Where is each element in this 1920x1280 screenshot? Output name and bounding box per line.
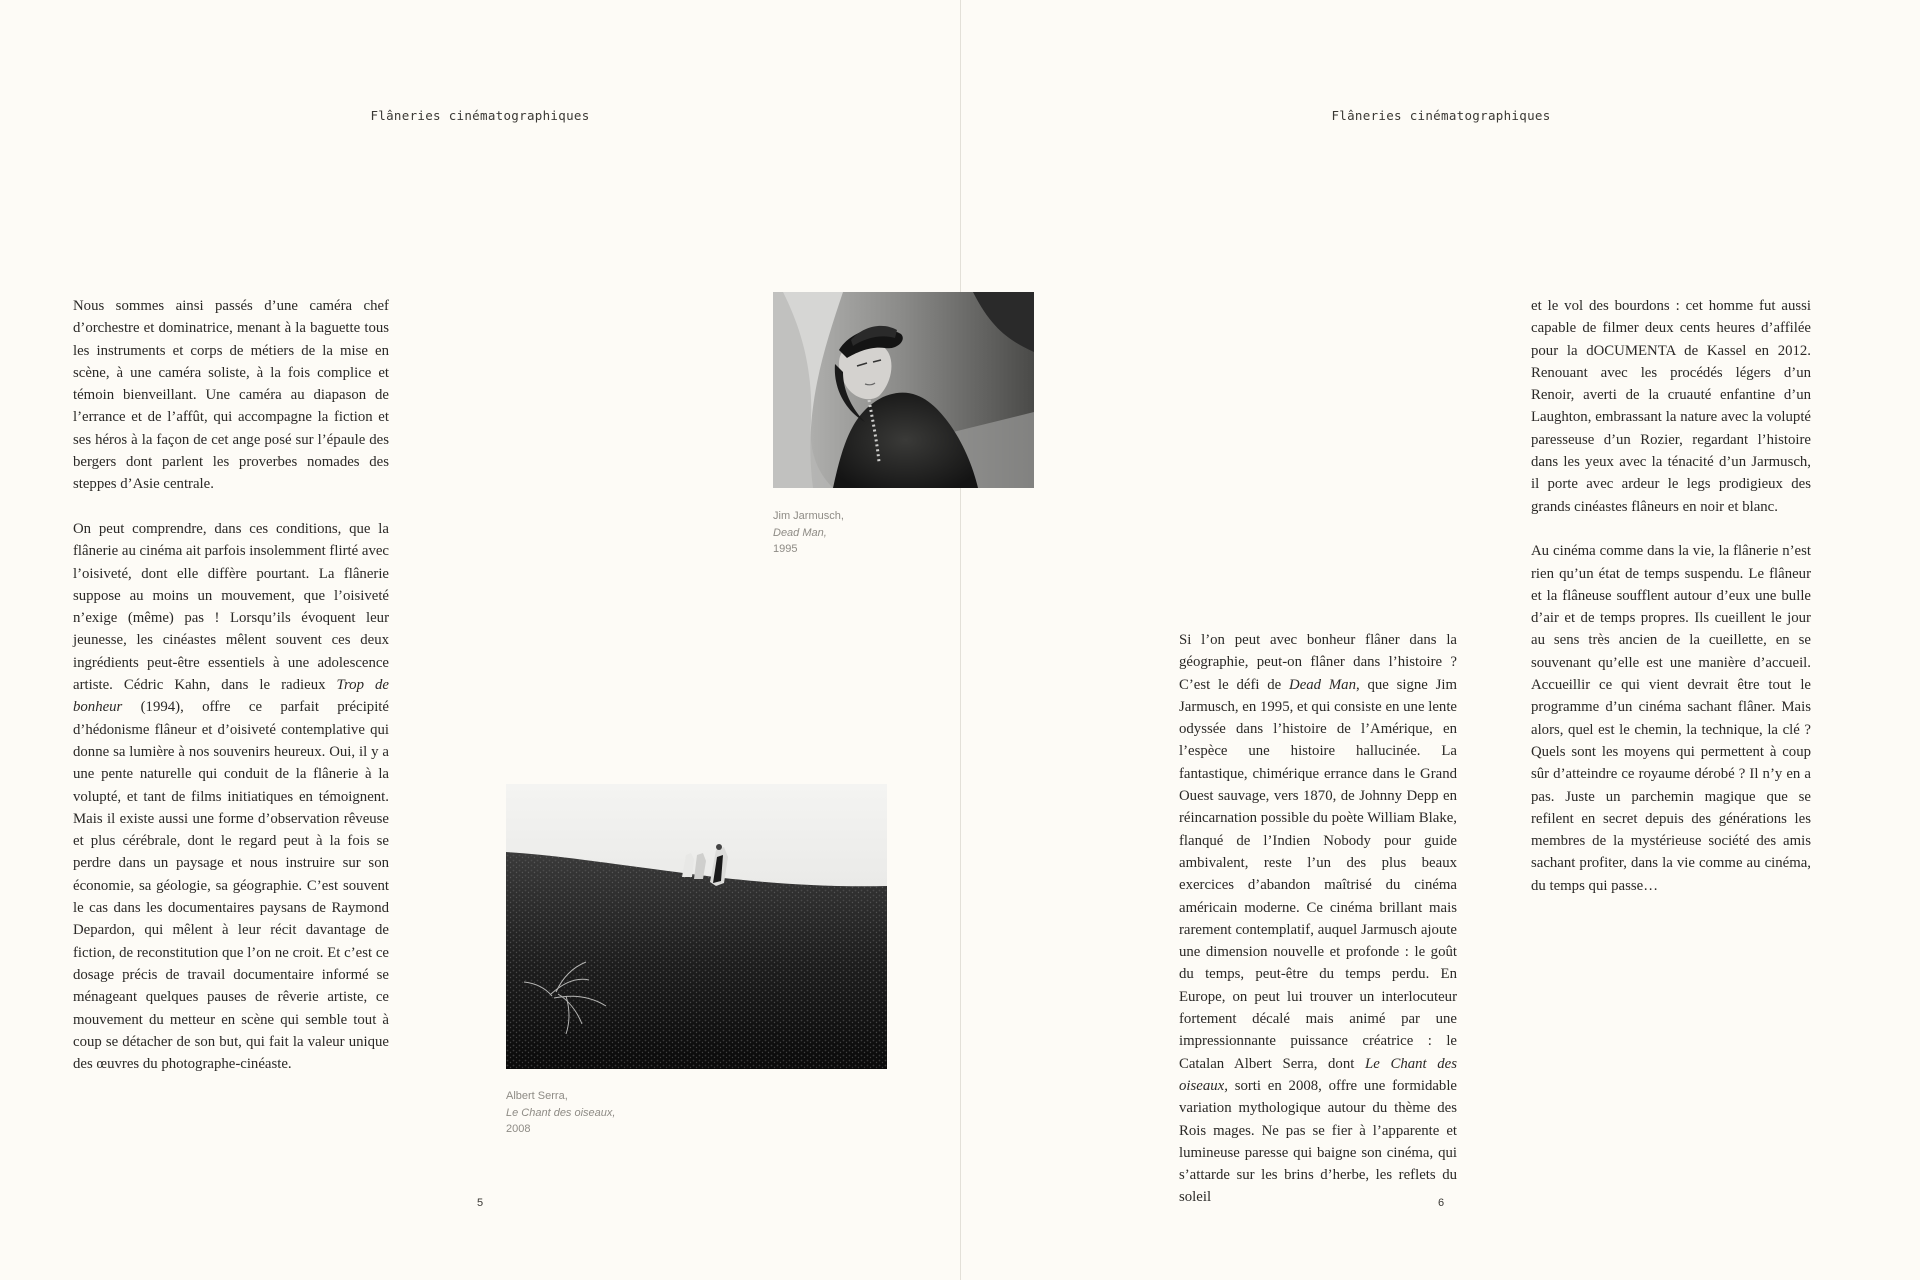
film-title: Dead Man xyxy=(1289,676,1356,693)
text-run: On peut comprendre, dans ces conditions, que la flânerie au cinéma ait parfois insolemment flirté avec l’oisiveté, dont elle diffère pourtant. La flânerie suppose au moins un mouvement, que l’oisiveté n’exige (même) pas ! Lorsqu’ils évoquent leur jeunesse, les cinéastes mêlent souvent ces deux ingrédients peut-être essentiels à une adolescence artiste. Cédric Kahn, dans le radieux xyxy=(73,520,389,694)
caption-year: 2008 xyxy=(506,1123,531,1135)
paragraph xyxy=(73,518,389,1075)
running-head: Flâneries cinématographiques xyxy=(370,108,590,123)
text-run: , que signe Jim Jarmusch, en 1995, et qui consiste en une lente odyssée dans l’histoire de l’Amérique, en l’espèce une histoire hallucinée. La fantastique, chimérique errance dans le Grand Ouest sauvage, vers 1870, de Johnny Depp en réincarnation possible du poète William Blake, flanqué de l’Indien Nobody pour guide ambivalent, reste l’un des plus beaux exercices d’abandon maîtrisé du cinéma américain moderne. Ce cinéma brillant mais rarement contemplatif, auquel Jarmusch ajoute une dimension nouvelle et profonde : le goût du temps, peut-être du temps perdu. En Europe, on peut lui trouver un interlocuteur fortement décalé mais animé par une impressionnante puissance créatrice : le Catalan Albert Serra, dont xyxy=(1179,676,1458,1072)
photo-serra-icon xyxy=(506,784,887,1069)
text-column xyxy=(73,295,389,1075)
caption-title: Le Chant des oiseaux, xyxy=(506,1106,616,1119)
paragraph: et le vol des bourdons : cet homme fut aussi capable de filmer deux cents heures d’affilée pour la dOCUMENTA de Kassel en 2012. Renouant avec les procédés légers d’un Renoir, averti de la cruauté enfantine d’un Laughton, embrassant la nature avec la volupté paresseuse d’un Rozier, regardant l’histoire dans les yeux avec la ténacité d’un Jarmusch, il porte avec ardeur le legs prodigieux des grands cinéastes flâneurs en noir et blanc. xyxy=(1531,298,1811,515)
photo-deadman-icon xyxy=(773,292,1034,488)
right-page xyxy=(961,0,1920,1280)
caption-title: Dead Man, xyxy=(773,526,827,539)
paragraph: Nous sommes ainsi passés d’une caméra chef d’orchestre et dominatrice, menant à la baguette tous les instruments et corps de métiers de la mise en scène, à une caméra soliste, à la fois complice et témoin bienveillant. Une caméra au diapason de l’errance et de l’affût, qui accompagne la fiction et ses héros à la façon de cet ange posé sur l’épaule des bergers dont parlent les proverbes nomades des steppes d’Asie centrale. xyxy=(73,298,389,493)
film-title: Trop de bonheur xyxy=(73,677,389,716)
text-run: sorti en 2008, offre une formidable variation mythologique autour du thème des Rois mages. Ne pas se fier à l’apparente et lumineuse paresse qui baigne son cinéma, qui s’attarde sur les brins d’herbe, les reflets du soleil xyxy=(1179,1077,1457,1206)
caption-year: 1995 xyxy=(773,543,798,555)
text-run: Si l’on peut avec bonheur flâner dans la géographie, peut-on flâner dans l’histoire ? C’est le défi de xyxy=(1179,632,1457,693)
text-column xyxy=(1179,629,1457,1209)
page-number: 5 xyxy=(476,1197,484,1209)
caption-author: Albert Serra, xyxy=(506,1090,568,1102)
text-column xyxy=(1531,295,1811,897)
photo-caption xyxy=(506,1088,615,1138)
paragraph xyxy=(1179,629,1457,1209)
photo-caption xyxy=(773,508,844,558)
paragraph: Au cinéma comme dans la vie, la flânerie n’est rien qu’un état de temps suspendu. Le flâneur et la flâneuse soufflent autour d’eux une bulle d’air et de temps propres. Ils cueillent le jour au sens très ancien de la cueillette, en se souvenant qu’elle est une manière d’accueil. Accueillir ce qui vient devrait être tout le programme d’un cinéma sachant flâner. Mais alors, quel est le chemin, la technique, la clé ? Quels sont les moyens qui permettent à coup sûr d’atteindre ce royaume dérobé ? Il n’y en a pas. Juste un parchemin magique que se refilent en secret depuis des générations les membres de la mystérieuse société des amis sachant profiter, dans la vie comme au cinéma, du temps qui passe… xyxy=(1531,543,1811,894)
caption-author: Jim Jarmusch, xyxy=(773,510,844,522)
page-number: 6 xyxy=(1437,1197,1445,1209)
film-title: Le Chant des oiseaux, xyxy=(1179,1055,1457,1094)
text-run: (1994), offre ce parfait précipité d’hédonisme flâneur et d’oisiveté contemplative qui donne sa lumière à nos souvenirs heureux. Oui, il y a une pente naturelle qui conduit de la flânerie à la volupté, et tant de films initiatiques en témoignent. Mais il existe aussi une forme d’observation rêveuse et plus cérébrale, dont le regard peut à la fois se perdre dans un paysage et nous instruire sur son économie, sa géologie, sa géographie. C’est souvent le cas dans les documentaires paysans de Raymond Depardon, qui mêlent à leur récit davantage de fiction, de reconstitution que l’on ne croit. Et c’est ce dosage précis de travail documentaire informé se ménageant quelques pauses de rêverie artiste, ce mouvement du metteur en scène qui semble tout à coup se détacher de son but, qui fait la valeur unique des œuvres du photographe-cinéaste. xyxy=(73,699,389,1073)
running-head: Flâneries cinématographiques xyxy=(1331,108,1551,123)
